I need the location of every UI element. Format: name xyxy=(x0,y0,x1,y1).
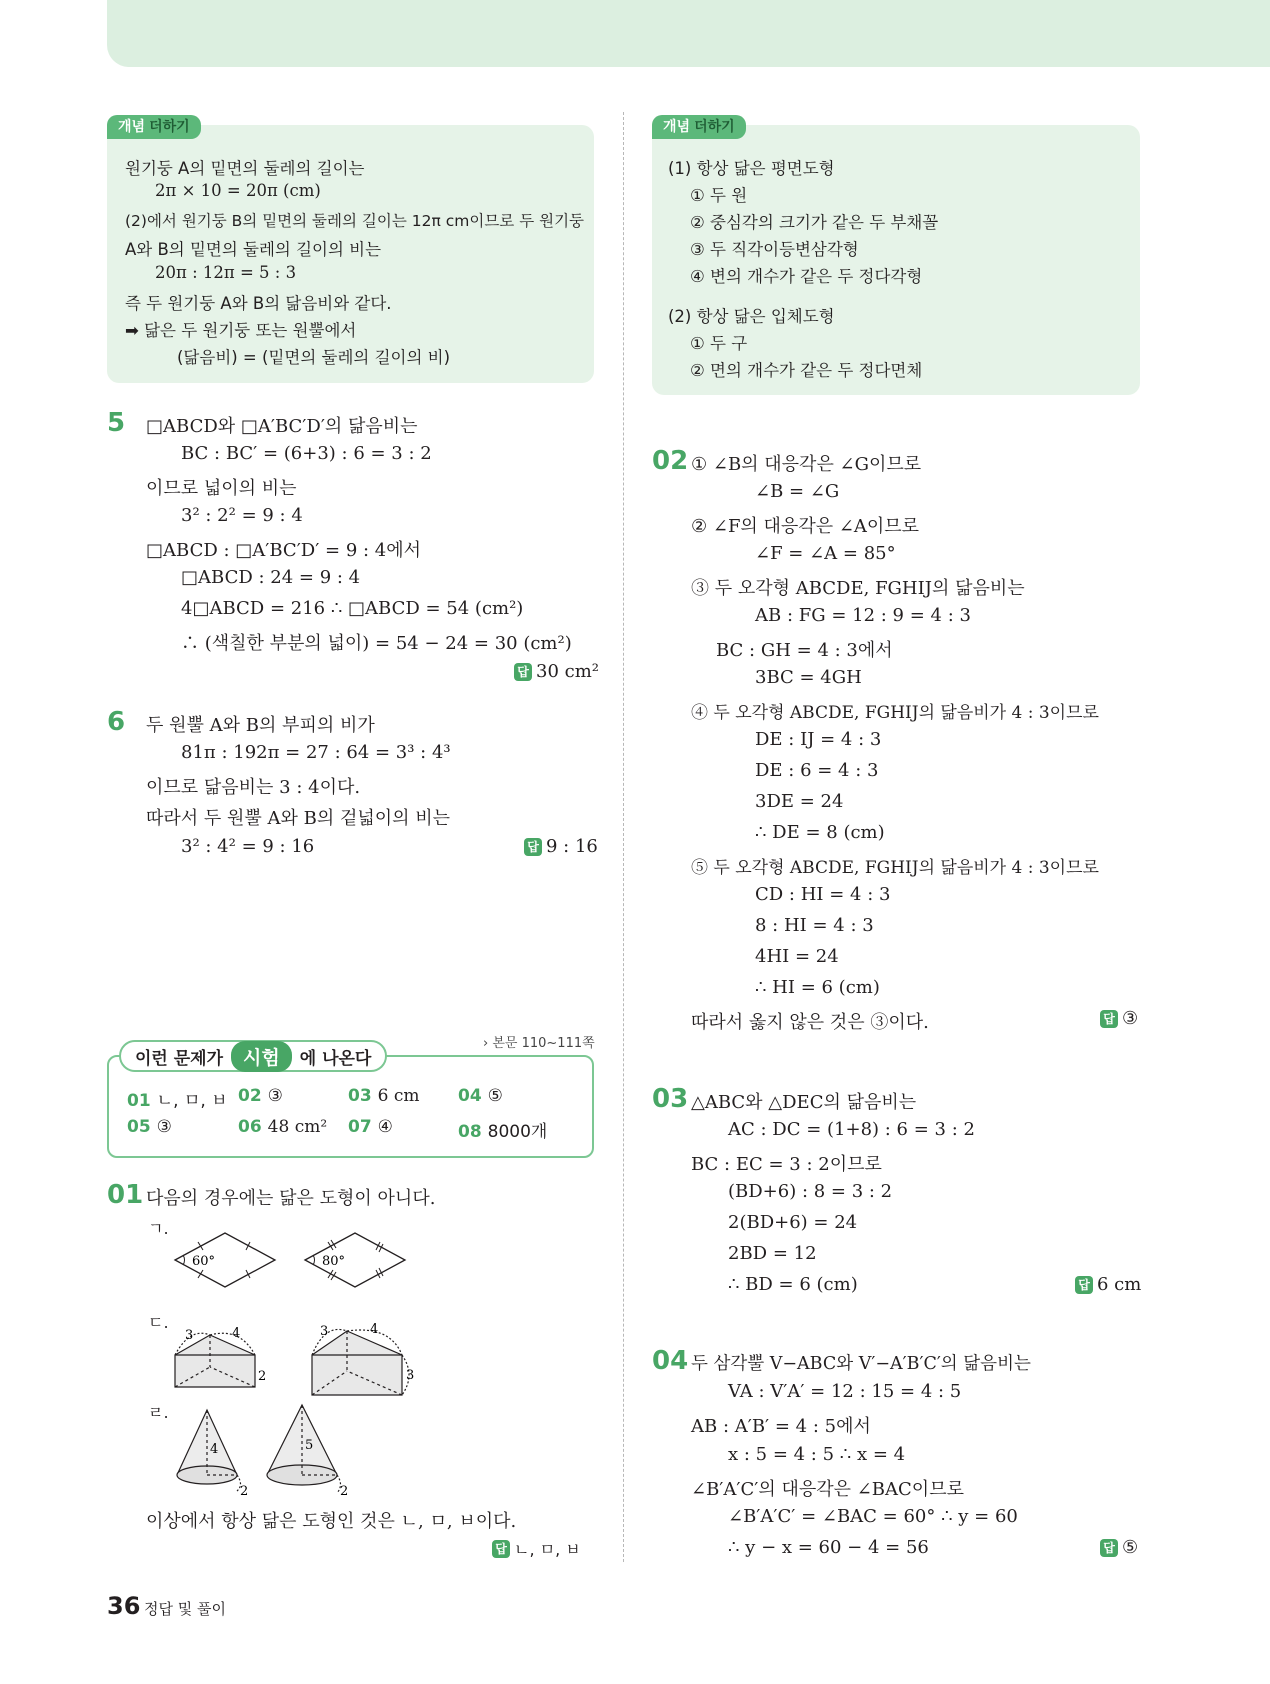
p02-line: ∠F = ∠A = 85° xyxy=(755,543,896,564)
problem-number: 02 xyxy=(652,446,689,476)
answer: 답 9 : 16 xyxy=(524,836,598,857)
exam-item: 02 ③ xyxy=(238,1086,283,1106)
angle-label: 80° xyxy=(322,1254,346,1269)
p03-line: 2BD = 12 xyxy=(728,1243,817,1264)
concept-right-line: (1) 항상 닮은 평면도형 xyxy=(668,159,835,178)
concept-right-line: ② 면의 개수가 같은 두 정다면체 xyxy=(690,361,923,380)
exam-item: 05 ③ xyxy=(127,1117,172,1137)
cone-figures xyxy=(172,1405,372,1499)
answer-badge: 답 xyxy=(514,663,532,681)
column-divider xyxy=(623,112,624,1562)
p02-line: ① ∠B의 대응각은 ∠G이므로 xyxy=(691,454,922,475)
p04-line: 두 삼각뿔 V−ABC와 V′−A′B′C′의 닮음비는 xyxy=(691,1354,1031,1374)
concept-right-line: ① 두 구 xyxy=(690,334,748,353)
p01-conclusion: 이상에서 항상 닮은 도형인 것은 ㄴ, ㅁ, ㅂ이다. xyxy=(146,1511,517,1532)
answer-badge: 답 xyxy=(1075,1276,1093,1294)
answer: 답 ⑤ xyxy=(1100,1537,1138,1558)
p02-line: 따라서 옳지 않은 것은 ③이다. xyxy=(691,1012,929,1033)
concept-left-line: (2)에서 원기둥 B의 밑면의 둘레의 길이는 12π cm이므로 두 원기둥 xyxy=(125,212,585,230)
p02-line: 3DE = 24 xyxy=(755,791,844,812)
concept-right-line: ① 두 원 xyxy=(690,186,748,205)
answer: 답 30 cm² xyxy=(514,661,599,682)
answer: 답 ㄴ, ㅁ, ㅂ xyxy=(492,1537,581,1560)
p04-line: x : 5 = 4 : 5 ∴ x = 4 xyxy=(728,1444,906,1465)
q6-line: 두 원뿔 A와 B의 부피의 비가 xyxy=(146,715,375,736)
exam-header: 이런 문제가 시험 에 나온다 xyxy=(119,1040,387,1072)
p02-line: CD : HI = 4 : 3 xyxy=(755,884,891,905)
q6-line: 81π : 192π = 27 : 64 = 3³ : 4³ xyxy=(181,742,451,763)
p02-line: ⑤ 두 오각형 ABCDE, FGHIJ의 닮음비가 4 : 3이므로 xyxy=(691,858,1099,878)
p01-label: ㄱ. xyxy=(148,1219,169,1238)
p02-line: DE : IJ = 4 : 3 xyxy=(755,729,882,750)
concept-left-line: 20π : 12π = 5 : 3 xyxy=(155,263,297,282)
edge-label: 4 xyxy=(232,1326,241,1341)
exam-item: 01 ㄴ, ㅁ, ㅂ xyxy=(127,1091,228,1111)
p01-label: ㄷ. xyxy=(148,1313,169,1332)
cone-label: 2 xyxy=(340,1484,349,1499)
p02-line: DE : 6 = 4 : 3 xyxy=(755,760,879,781)
concept-left-line: 2π × 10 = 20π (cm) xyxy=(155,181,321,200)
answer: 답 ③ xyxy=(1100,1008,1138,1029)
q5-line: BC : BC′ = (6+3) : 6 = 3 : 2 xyxy=(181,443,432,464)
problem-number: 03 xyxy=(652,1084,689,1114)
concept-right-line: ④ 변의 개수가 같은 두 정다각형 xyxy=(690,267,923,286)
concept-tag: 개념 더하기 xyxy=(107,115,201,139)
p02-line: ∴ HI = 6 (cm) xyxy=(755,977,880,998)
q6-line: 따라서 두 원뿔 A와 B의 겉넓이의 비는 xyxy=(146,808,450,829)
exam-title-pill: 시험 xyxy=(231,1041,292,1072)
q5-line: 3² : 2² = 9 : 4 xyxy=(181,505,303,526)
q5-line: □ABCD와 □A′BC′D′의 닮음비는 xyxy=(146,416,418,437)
edge-label: 3 xyxy=(320,1324,329,1339)
exam-page-ref: › 본문 110~111쪽 xyxy=(483,1036,595,1051)
concept-box-right xyxy=(652,119,1140,395)
p04-line: VA : V′A′ = 12 : 15 = 4 : 5 xyxy=(728,1381,962,1402)
answer-badge: 답 xyxy=(1100,1010,1118,1028)
p03-line: ∴ BD = 6 (cm) xyxy=(728,1274,858,1295)
top-band xyxy=(107,0,1270,67)
exam-item: 04 ⑤ xyxy=(458,1086,503,1106)
question-number: 6 xyxy=(107,707,126,737)
concept-left-line: A와 B의 밑면의 둘레의 길이의 비는 xyxy=(125,240,382,259)
cone-label: 4 xyxy=(210,1442,219,1457)
cone-label: 2 xyxy=(240,1484,249,1499)
answer-badge: 답 xyxy=(1100,1539,1118,1557)
q5-line: 4□ABCD = 216 ∴ □ABCD = 54 (cm²) xyxy=(181,598,524,619)
concept-left-line: 즉 두 원기둥 A와 B의 닮음비와 같다. xyxy=(125,294,392,313)
p02-line: BC : GH = 4 : 3에서 xyxy=(716,640,893,661)
concept-box-left xyxy=(107,119,594,383)
p04-line: AB : A′B′ = 4 : 5에서 xyxy=(691,1416,871,1437)
p01-label: ㄹ. xyxy=(148,1403,169,1422)
edge-label: 3 xyxy=(185,1328,194,1343)
answer-badge: 답 xyxy=(492,1540,510,1558)
concept-left-line: (닮음비) = (밑면의 둘레의 길이의 비) xyxy=(177,348,451,367)
p02-line: 4HI = 24 xyxy=(755,946,839,967)
p03-line: (BD+6) : 8 = 3 : 2 xyxy=(728,1181,893,1202)
question-number: 5 xyxy=(107,408,126,438)
p01-intro: 다음의 경우에는 닮은 도형이 아니다. xyxy=(146,1188,436,1209)
edge-label: 3 xyxy=(406,1368,415,1383)
prism-figures xyxy=(170,1322,415,1395)
q5-line: □ABCD : □A′BC′D′ = 9 : 4에서 xyxy=(146,540,422,561)
concept-left-line: 원기둥 A의 밑면의 둘레의 길이는 xyxy=(125,159,365,178)
q5-line: 이므로 넓이의 비는 xyxy=(146,478,297,499)
angle-label: 60° xyxy=(192,1254,216,1269)
exam-item: 03 6 cm xyxy=(348,1086,420,1106)
p03-line: △ABC와 △DEC의 닮음비는 xyxy=(691,1092,917,1113)
q5-line: □ABCD : 24 = 9 : 4 xyxy=(181,567,361,588)
page-number: 36 xyxy=(107,1592,141,1620)
edge-label: 4 xyxy=(370,1322,379,1337)
p04-line: ∠B′A′C′의 대응각은 ∠BAC이므로 xyxy=(691,1479,964,1500)
q6-line: 이므로 닮음비는 3 : 4이다. xyxy=(146,777,361,798)
p02-line: ∠B = ∠G xyxy=(755,481,840,502)
p04-line: ∴ y − x = 60 − 4 = 56 xyxy=(728,1537,929,1558)
p03-line: 2(BD+6) = 24 xyxy=(728,1212,858,1233)
cone-label: 5 xyxy=(305,1438,314,1453)
rhombus-figures xyxy=(170,1228,410,1298)
p02-line: ④ 두 오각형 ABCDE, FGHIJ의 닮음비가 4 : 3이므로 xyxy=(691,703,1099,723)
p02-line: 8 : HI = 4 : 3 xyxy=(755,915,874,936)
p02-line: ∴ DE = 8 (cm) xyxy=(755,822,885,843)
p02-line: 3BC = 4GH xyxy=(755,667,862,688)
q6-line: 3² : 4² = 9 : 16 xyxy=(181,836,315,857)
exam-item: 06 48 cm² xyxy=(238,1117,328,1137)
concept-tag: 개념 더하기 xyxy=(652,115,746,139)
page-footer-label: 정답 및 풀이 xyxy=(144,1600,226,1618)
q5-line: ∴ (색칠한 부분의 넓이) = 54 − 24 = 30 (cm²) xyxy=(181,633,572,654)
answer: 답 6 cm xyxy=(1075,1274,1141,1295)
problem-number: 01 xyxy=(107,1180,144,1210)
exam-item: 08 8000개 xyxy=(458,1122,548,1142)
concept-left-line: ➡ 닮은 두 원기둥 또는 원뿔에서 xyxy=(125,321,357,340)
p03-line: BC : EC = 3 : 2이므로 xyxy=(691,1154,882,1175)
p04-line: ∠B′A′C′ = ∠BAC = 60° ∴ y = 60 xyxy=(728,1506,1018,1527)
concept-right-line: ② 중심각의 크기가 같은 두 부채꼴 xyxy=(690,213,939,232)
answer-badge: 답 xyxy=(524,838,542,856)
p03-line: AC : DC = (1+8) : 6 = 3 : 2 xyxy=(728,1119,975,1140)
p02-line: ③ 두 오각형 ABCDE, FGHIJ의 닮음비는 xyxy=(691,578,1025,599)
p02-line: ② ∠F의 대응각은 ∠A이므로 xyxy=(691,516,920,537)
concept-right-line: ③ 두 직각이등변삼각형 xyxy=(690,240,859,259)
p02-line: AB : FG = 12 : 9 = 4 : 3 xyxy=(755,605,971,626)
edge-label: 2 xyxy=(258,1369,267,1384)
exam-item: 07 ④ xyxy=(348,1117,393,1137)
problem-number: 04 xyxy=(652,1346,689,1376)
concept-right-line: (2) 항상 닮은 입체도형 xyxy=(668,307,835,326)
